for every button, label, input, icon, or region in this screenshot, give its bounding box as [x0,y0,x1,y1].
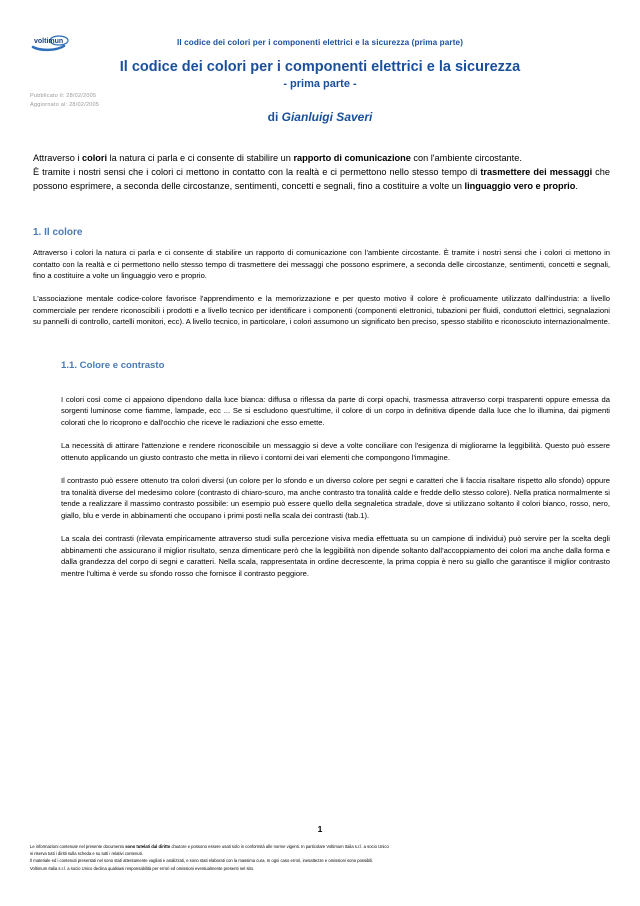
spacer [33,282,610,293]
spacer [33,463,610,475]
document-header [0,0,640,124]
lead-bold-trasmettere: trasmettere dei messaggi [480,166,593,177]
footer-line-3: Il materiale ed i contenuti presentati nel sono stati attentamente vagliati e analizzati, e sono stati elaborati con la massima cura. In ogni caso errori, inesattezze e omissioni sono possibili. [30,858,374,864]
spacer [33,428,610,440]
running-title: Il codice dei colori per i componenti elettrici e la sicurezza (prima parte) [176,38,464,47]
author-prefix: di [267,110,282,124]
page-title: Il codice dei colori per i componenti elettrici e la sicurezza [119,59,521,75]
footer-disclaimer [30,843,612,872]
lead-text-4: È tramite i nostri sensi che i colori ci mettono in contatto con la realtà e ci permettono nello stesso tempo di [33,166,481,177]
spacer [33,371,610,394]
section-1-1-paragraph-4: La scala dei contrasti (rilevata empiricamente attraverso studi sulla percezione visiva media effettuata su un campione di individui) può servire per la scelta degli abbinamenti che assicurano il miglior risultato, senza dimenticare però che la leggibilità non dipende soltanto dall'accoppiamento dei colori ma anche dalla forma e dalla grandezza del corpo di segni e caratteri. Nella scala, rappresentata in ordine decrescente, la prima coppia è nero su giallo che garantisce il miglior contrasto mentre l'ultima è verde su sfondo rosso che fornisce il contrasto peggiore. [61,534,610,578]
footer-divider [30,840,610,841]
footer-line-1-bold: sono tutelati dal diritto [125,844,171,849]
footer-line-2: si riserva tutti i diritti sulla scheda e su tutti i relativi contenuti. [30,851,143,857]
section-1-1-paragraph-2: La necessità di attirare l'attenzione e rendere riconoscibile un messaggio si deve a volte conciliare con l'esigenza di migliorarne la leggibilità. Questo può essere ottenuto applicando un giusto contrasto che metta in rilievo i contorni dei vari elementi che compongono l'immagine. [61,441,610,462]
author-name: Gianluigi Saveri [281,110,373,124]
lead-text-3: con l'ambiente circostante. [410,153,522,163]
footer-line-1-a: Le informazioni contenute nel presente documento [30,844,126,849]
section-1-1-paragraph-3: Il contrasto può essere ottenuto tra colori diversi (un colore per lo sfondo e un diverso colore per segni e caratteri che li faccia risaltare rispetto allo sfondo) oppure tra tonalità diverse del medesimo colore (contrasto di chiaro-scuro, ma anche contrasto tra tonalità calde e fredde dello stesso colore). Nella pratica normalmente si tende a realizzare il massimo contrasto possibile: un esempio può essere quello della segnaletica stradale, dove si utilizzano soltanto il colori bianco, rosso, nero, giallo, blu e verde in abbinamenti che occupano i primi posti nella scala dei contrasti (tab.1). [61,476,610,520]
published-date: Pubblicato il: 28/02/2005 [30,93,97,99]
footer-line-4: Voltimum Italia s.r.l. a socio Unico declina qualsiasi responsabilità per errori ed omissioni eventualmente presenti nel sito. [30,865,255,871]
footer-line-1 [30,843,612,850]
lead-text-5: che possono esprimere, a seconda delle circostanze, sentimenti, concetti e segnali, fino a costituire a volte un [33,166,610,191]
svg-text:voltimun: voltimun [34,38,64,45]
updated-date: Aggiornato al: 28/02/2005 [30,101,100,108]
section-1-1-paragraph-1: I colori così come ci appaiono dipendono dalla luce bianca: diffusa o riflessa da parte di corpi opachi, trasmessa attraverso corpi trasparenti oppure emessa da sorgenti luminose come fiamme, lampade, ecc ... Se si escludono quest'ultime, il colore di un corpo in definitiva dipende dalla luce che lo illumina, dai pigmenti colorati che lo ricoprono e dall'occhio che riceve le radiazioni che esso emette. [61,394,610,427]
author-line [0,110,640,124]
document-body [33,152,610,579]
section-heading-1: 1. Il colore [33,227,83,239]
page-number: 1 [317,824,323,834]
publication-meta [30,92,99,109]
spacer [33,521,610,533]
footer-line-1-c: d'autore e possono essere usati solo in conformità alle norme vigenti. In particolare Voltimum Italia s.r.l. a socio Unico [170,844,389,849]
lead-text-2: la natura ci parla e ci consente di stabilire un [107,153,294,163]
section-1-paragraph-2: L'associazione mentale codice-colore favorisce l'apprendimento e la memorizzazione e per questo motivo il colore è proficuamente utilizzato dall'industria: a livello commerciale per rendere riconoscibili i prodotti e a livello tecnico per identificare i componenti (componenti elettronici, tubazioni per fluidi, conduttori elettrici, segnalazioni su pannelli di controllo, cartelli monitori, ecc). A livello tecnico, in particolare, i colori assumono un significato ben preciso, spesso stabilito e riconosciuto internazionalmente. [33,293,610,327]
lead-bold-linguaggio: linguaggio vero e proprio [464,180,576,191]
spacer [33,195,610,227]
section-heading-1-1: 1.1. Colore e contrasto [61,359,165,371]
lead-bold-colori: colori [82,153,108,163]
lead-text-1: Attraverso i [33,153,83,163]
lead-paragraph [33,152,610,193]
section-1-paragraph-1: Attraverso i colori la natura ci parla e ci consente di stabilire un rapporto di comunicazione con l'ambiente circostante. È tramite i nostri sensi che i colori ci mettono in contatto con la realtà e ci permettono nello stesso tempo di trasmettere dei messaggi che possono esprimere, a seconda delle circostanze, sentimenti, concetti e segnali, fino a costituire a volte un linguaggio vero e proprio. [33,248,610,281]
lead-bold-rapporto: rapporto di comunicazione [293,153,411,163]
spacer [33,238,610,247]
lead-text-6: . [575,180,578,191]
page-subtitle: - prima parte - [283,78,357,90]
spacer [33,328,610,360]
